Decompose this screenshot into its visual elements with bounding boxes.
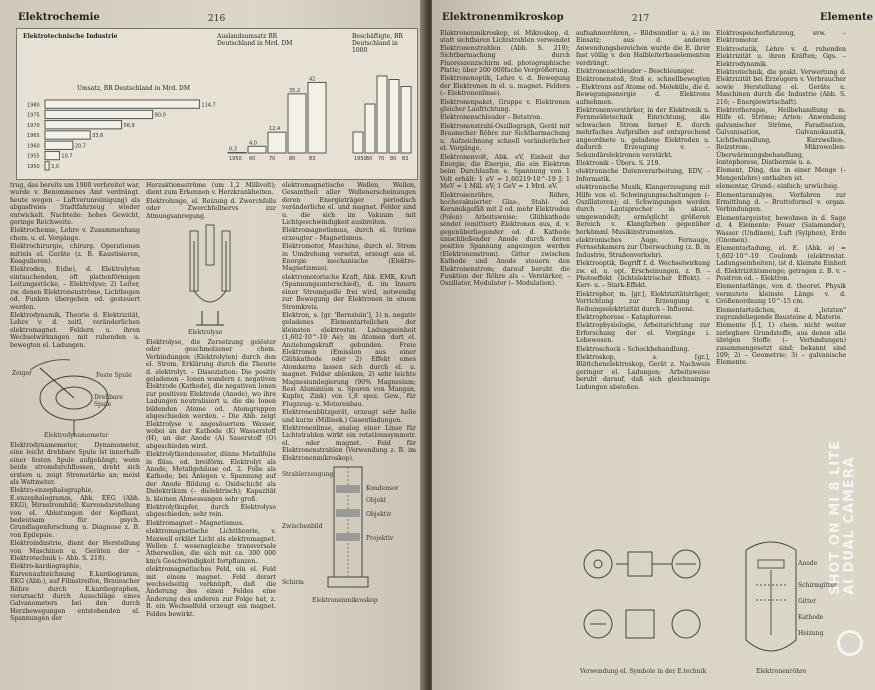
tick-label: 1970 (27, 122, 40, 129)
label-zeiger: Zeiger (12, 369, 32, 377)
entry: Elektrophorese – Kataphorese. (576, 314, 673, 322)
entry: Elektronenverstärker, in der Elektronik u. Fernmeldetechnik Einrichtung, die schwachen Strom ferner E. durch mehrfaches Aufprallen auf entsprechend angeordnete u. geladene Elektroden u. dadurch Erzeugung v. – Sekundärelektronen verstärkt. (576, 107, 710, 159)
electrolysis-figure (146, 221, 276, 339)
tick-label: 80 (390, 156, 397, 162)
electrolysis-caption: Elektrolyse (188, 329, 223, 337)
entry: Elementaranalyse, Verfahren zur Ermittlung d. – Bruttoformel v. organ. Verbindungen. (716, 191, 846, 214)
entry: Elektronenpaket, Gruppe v. Elektronen gleicher Laufrichtung. (440, 98, 570, 114)
entry: elektronische Musik, Klangerzeugung mit Hilfe von el. Schwingungsschaltungen (– Oszillatoren); el. Schwingungen werden durch Lautsprecher in akust. umgewandelt; ermöglicht größeren Bereich v. Klangfarben gegenüber herkömml. Musikinstrumenten. (576, 184, 710, 236)
entry: Elektronenmikroskop, el. Mikroskop, d. statt sichtbaren Lichtstrahlen verwendet Elektronenstrahlen (Abb. S. 219); Sichtbarmachung durch Fluoreszenzschirm od. photographische Platte; über 200 000fache Vergrößerung. (440, 30, 570, 75)
entry: Elektronenblitzgerät, erzeugt sehr helle und kurze (Millisek.) Gasentladungen. (282, 409, 416, 424)
entry: elementar, Grund-; einfach; urwüchsig. (716, 183, 840, 191)
entry: Elektrotechnik, die prakt. Verwertung d. Elektrizität bei Erzeugern v. Verbraucher sowie Herstellung el. Geräte u. Maschinen durch die Industrie (Abb. S. 216; – Energiewirtschaft). (716, 69, 846, 106)
tick-label: 1980 (27, 102, 40, 109)
chart-subtitle-right: Beschäftigte, BR Deutschland in 1000 (352, 33, 403, 54)
chart-subtitle-mid: Auslandsumsatz BR Deutschland in Mrd. DM (217, 33, 293, 47)
tick-label: 1955 (27, 153, 40, 160)
bar-70 (377, 76, 387, 153)
entry: Elektronenschleuder – Beschleuniger. (576, 68, 695, 76)
label-schirmgitter: Schirmgitter (798, 582, 837, 589)
tick-label: 80 (289, 156, 296, 162)
data-label: 42 (309, 76, 316, 83)
bar-1960 (45, 141, 73, 149)
entry: Elektrolyse, die Zersetzung gelöster oder geschmolzener chem. Verbindungen (Elektrolyten) durch den el. Strom. Erklärung durch die Theorie d. elektrolyt. – Dissoziation: Die positiv geladenen – Ionen wandern z. negativen Elektrode (Kathode), die negativen Ionen zur positiven Elektrode (Anode), wo ihre Ladungen neutralisiert u. die die Ionen bildenden Atome od. Atomgruppen abgeschieden werden. – Die Abb. zeigt Elektrolyse v. angesäuertem Wasser, wobei an der Kathode (K) Wasserstoff (H), an der Anode (A) Sauerstoff (O) abgeschieden wird. (146, 339, 276, 450)
entry: Elektrochemie, Lehre v. Zusammenhang chem. u. el. Vorgänge. (10, 227, 140, 242)
entry: Elektrophysiologie, Arbeitsrichtung zur Erforschung der el. Vorgänge i. Lebewesen. (576, 322, 710, 345)
label-schirm: Schirm (282, 579, 304, 587)
data-label: 10,7 (61, 153, 73, 160)
data-label: 4,0 (249, 140, 257, 147)
entry: Elektroskop, s. [gr.], Blättchenelektroskop, Gerät z. Nachweis geringer el. Ladungen; Arbeitsweise beruht darauf, daß sich gleichnamige Ladungen abstoßen. (576, 354, 710, 391)
label-objektiv: Objektiv (366, 511, 392, 519)
bar-80 (389, 80, 399, 154)
chart-title: Elektrotechnische Industrie (23, 33, 118, 40)
entry: Elementarteilchen, d. „letzten" zugrundeliegende Bausteine d. Materie. (716, 306, 846, 322)
dynamometer-caption: Elektrodynamometer (44, 431, 109, 439)
industry-chart (16, 28, 418, 180)
entry: Elektrodynamik, Theorie d. Elektrizität, Lehre v. d. zeitl. veränderlichen elektromagnet. Feldern u. ihren Wechselwirkungen mit ruhenden u. bewegten el. Ladungen. (10, 311, 140, 349)
bar-1970 (45, 121, 122, 129)
entry: Elektroschock – Schockbehandlung. (576, 345, 690, 353)
entry: elektromagnetische Wellen, Wellen, Gesamtheit aller Wellenerscheinungen deren Energieträger periodisch veränderliche el. und magnet. Felder sind u. die sich im Vakuum mit Lichtgeschwindigkeit ausbreiten. (282, 182, 416, 227)
electrolysis-drawing (146, 221, 274, 339)
tick-label: 1975 (27, 112, 40, 119)
entry: Elektrooptik, Begriff f. d. Wechselwirkung zw. el. u. opt. Erscheinungen, z. B. – Photoeffekt (lichtelektrischer Effekt). – Kerr- u. – Stark-Effekt. (576, 260, 710, 290)
label-projektiv: Projektiv (366, 535, 394, 543)
entry: Elektronenröhre, Röhre, hochevakuierter Glas-, Stahl- od. Keramikgefäß mit 2 od. mehr Elektroden (Polen) Arbeitsweise: Glühkathode sendet (emittiert) Elektronen aus, d. v. gegenüberliegender od. d. Kathode umschließender Anode durch deren positive Spannung angezogen werden (Elektronenstrom). Gitter zwischen Kathode und Anode steuern den Elektronenstrom; darauf beruht die Funktion der Röhre als – Verstärker, – Oszillator, Modulator (– Modulation). (440, 191, 570, 288)
label-objekt: Objekt (366, 497, 387, 505)
tick-label: 1950 (229, 156, 242, 162)
entry: Elemente [l.], 1) chem. nicht weiter zerlegbare Grundstoffe, aus denen alle übrigen Stoffe (– Verbindungen) zusammengesetzt sind; bekannt sind 109; 2) – Geometrie; 3) – galvanische Elemente. (716, 322, 846, 367)
entry: Elektroden, E(die), d. Elektrolyten eintauchenden, oft plattenförmigen Leitungsstücke, – Elektrolyse; 2) Leiter, zw. denen Elektronenströme, Lichtbogen od. Funken übergehen od. gesteuert werden. (10, 266, 140, 311)
watermark-line1: SHOT ON MI 8 LITE (828, 440, 843, 595)
label-gitter: Gitter (798, 598, 816, 605)
entry: Elektrotherapie, Heilbehandlung m. Hilfe el. Ströme; Arten: Anwendung galvanischer Ströme, Faradisation, Galvanisation, Galvanokaustik, Lichtbehandlung, Kurzwellen-, Reizstrom-, Mikrowellen- Überwärmungsbehandlung, Iontophorese, Diathermie u. a. (716, 107, 846, 166)
label-anode: Anode (798, 560, 818, 567)
tube-caption: Elektronenröhre (756, 668, 807, 675)
data-label: 0,3 (229, 146, 237, 153)
left-running-header: Elektrochemie (18, 12, 100, 23)
entry: Element, Ding, das in einer Menge (– Mengenlehre) enthalten ist. (716, 167, 846, 182)
entry: Elektrolytkondensator, dünne Metallfolie in flüss. od. breiförm. Elektrolyt als Anode, Metallgehäuse od. 2. Folie als Kathode; bei Anlegen v. Spannung auf der Anode Bildung e. Oxidschicht als Dielektrikum (– dielektrisch); Kapazität b. kleinen Abmessungen sehr groß. (146, 451, 276, 503)
label-kondensor: Kondensor (366, 485, 399, 493)
entry: Elektronenlinse, analog einer Linse für Lichtstrahlen wirkt ein rotationssymmetr. el. oder magnet. Feld für Elektronenstrahlen (Verwendung z. B. im Elektronenmikroskop). (282, 425, 416, 462)
bar-70 (268, 132, 286, 153)
entry: Elementarlänge, von d. theoret. Physik vermutete kleinste Länge v. d. Größenordnung 10^-15 cm. (716, 283, 846, 306)
watermark-ring-icon (837, 630, 863, 656)
data-label: 33,6 (92, 133, 104, 140)
tick-label: 1965 (27, 133, 40, 140)
label-feste-spule: Feste Spule (96, 371, 132, 379)
entry: Elektrostatik, Lehre v. d. ruhenden Elektrizität u. ihren Kräften; Ggs. – Elektrodynamik. (716, 45, 846, 68)
right-col-2 (576, 30, 710, 530)
bar-83 (308, 82, 326, 153)
microscope-figure (282, 463, 416, 613)
left-col-3 (282, 182, 416, 682)
entry: Elektrospeicherfahrzeug, svw. – Elektromotor. (716, 30, 846, 45)
right-running-header-left: Elektronenmikroskop (442, 12, 564, 23)
entry: Elektrodynamometer, Dynamometer, eine leicht drehbare Spule ist innerhalb einer festen Spule aufgehängt; wenn beide stromdurchflossen, dreht sich erstere u. zeigt Stromstärke an; meist als Wattmeter. (10, 441, 140, 486)
data-label: 3,0 (51, 164, 59, 170)
entry: Elektronenschleuder – Betatron. (440, 114, 543, 122)
entry: Elektronenstrahl-Oszillograph, Gerät mit Braunscher Röhre zur Sichtbarmachung u. Aufzeichnung schnell veränderlicher el. Vorgänge. (440, 122, 570, 153)
microscope-caption: Elektronenmikroskop (312, 597, 378, 605)
data-label: 80,0 (154, 112, 166, 119)
bar-1965 (45, 131, 90, 139)
bar-1950 (228, 152, 246, 153)
tick-label: 83 (309, 156, 316, 162)
camera-watermark (829, 440, 857, 595)
entry: Elektro-enzephalographie, E.enzephalogramm, Abk. EEG (Abh. EKG), Hirnstrombild; Kurvendarstellung von el. Ableitungen der Kopfhaut, bedeutsam für psych. Grundlagenforschung u. Diagnose z. B. von Epilepsie. (10, 487, 140, 539)
bar-1955 (45, 151, 59, 159)
right-col-1 (440, 30, 570, 682)
tick-label: 1950 (27, 164, 40, 170)
entry: Elektromagnetismus, durch el. Ströme erzeugter – Magnetismus. (282, 227, 416, 242)
entry: aufnahmeröhren, – Bildwandler u. a.) im Einsatz; aus d. anderen Anwendungsbereichen wurde die E. ihrer fast völlig v. den Halbleiterbauelementen verdrängt. (576, 30, 710, 67)
entry: Elektronenoptik, Lehre v. d. Bewegung der Elektronen in el. u. magnet. Feldern (– Elektronenlinse). (440, 75, 570, 98)
label-drehbare-spule: Drehbare Spule (94, 393, 123, 409)
entry: elektronisches Auge, Fernauge, Fernsehkamera zur Überwachung (z. B. in Industrie, Straßenverkehr). (576, 236, 710, 259)
entry: Elektrolytkupfer, durch Elektrolyse abgeschieden; sehr rein. (146, 503, 276, 519)
tick-label: 83 (402, 156, 409, 162)
left-col-2 (146, 182, 276, 682)
entry: Elektronik – Übers. S. 219. (576, 159, 661, 167)
entry: Elektro-kardiographie, Kurvenaufzeichnung E.kardiogramm, EKG (Abb.), auf Filmstreifen, Braunscher Röhre durch E.kardiographen, verursacht durch Ausschläge eines Galvanometers bei den durch Herzbewegungen entstehenden el. Spannungen der (10, 563, 140, 623)
bar-60 (365, 104, 375, 153)
chart-canvas (17, 29, 417, 179)
left-page (0, 0, 425, 690)
data-label: 20,7 (74, 143, 87, 150)
watermark-line2: AI DUAL CAMERA (842, 456, 857, 595)
bar-80 (288, 94, 306, 153)
chart-subtitle-left: Umsatz, BR Deutschland in Mrd. DM (77, 85, 190, 92)
entry: elektromagnetisches Feld, ein el. Feld mit einem magnet. Feld derart wechselseitig verknüpft, daß die Änderung des einen Feldes eine Änderung des anderen zur Folge hat, z. B. ein Wechselfeld erzeugt ein magnet. Feldes bewirkt. (146, 566, 276, 618)
tick-label: 70 (378, 156, 385, 162)
symbols-caption: Verwendung el. Symbole in der E.technik (580, 668, 707, 675)
data-label: 114,7 (201, 102, 216, 109)
entry: trug, das bereits um 1900 verbreitet war, wurde v. Benommenes Amt verdrängt. heute wegen – Luftverunreinigung) als abgasfreies Stadtfahrzeug wieder entwickelt. Nachteile: hohes Gewicht, geringe Reichweite. (10, 182, 140, 227)
entry: Elektrochirurgie, chirurg. Operationen mittels el. Geräte (z. B. Kaustisieren, Koagulieren). (10, 243, 140, 266)
data-label: 35,2 (289, 87, 301, 94)
symbols-drawing (576, 540, 726, 670)
bar-1975 (45, 110, 153, 118)
right-page (432, 0, 875, 690)
entry: Elektromotor, Maschine, durch el. Strom in Umdrehung versetzt, erzeugt aus el. Energie mechanische (Elektro-Magnetismus). (282, 243, 416, 273)
entry: Elektronenvolt, Abk. eV, Einheit der Energie; die Energie, die ein Elektron beim Durchlaufen e. Spannung von 1 Volt erhält: 1 eV = 1,60219·10^-19 J; 1 MeV = 1 Mill. eV; 1 GeV = 1 Mrd. eV. (440, 153, 570, 191)
label-zwischenbild: Zwischenbild (282, 523, 323, 531)
entry: Elementargeister, bewohnen in d. Sage d. 4 Elemente: Feuer (Salamander), Wasser (Undinen), Luft (Sylphen), Erde (Gnomen). (716, 214, 846, 244)
entry: Elektroindustrie, dient der Herstellung von Maschinen u. Geräten der – Elektrotechnik (– Abb. S. 218). (10, 540, 140, 563)
entry: Elektromagnet – Magnetismus. (146, 519, 245, 527)
entry: elektronische Datenverarbeitung, EDV, – Informatik. (576, 168, 710, 183)
tick-label: 1960 (27, 143, 40, 150)
bar-60 (248, 146, 266, 153)
dynamometer-figure (10, 350, 140, 442)
entry: elektromagnetische Lichttheorie, v. Maxwell erklärt Licht als elektromagnet. Wellen f. wesensgleiche transversale Ätherwellen, die sich mit ca. 300 000 km/s Geschwindigkeit fortpflanzen. (146, 528, 276, 565)
right-running-header-right: Elemente (820, 12, 873, 23)
tick-label: 70 (269, 156, 276, 162)
bar-1980 (45, 100, 199, 108)
label-heizung: Heizung (798, 630, 824, 637)
tick-label: 60 (366, 156, 373, 162)
tube-figure (716, 540, 837, 680)
entry: Elektrophor, m. [gr.], Elektrizitätsträger, Vorrichtung zur Erzeugung v. Reibungselektrizität durch – Influenz. (576, 290, 710, 313)
right-page-number: 217 (632, 14, 650, 24)
label-strahlerzeugung: Strahlerzeugung (282, 471, 334, 479)
entry: Herzaktionsströme (um 1,2 Millivolt); dient zum Erkennen v. Herzkrankheiten. (146, 182, 276, 197)
entry: Elektron, s. [gr. 'Bernstein'], 1) n. negativ geladenes Elementarteilchen der kleinsten elektrostat. Ladungseinheit (1,602·10^-19 As); im Atomen dort el. Anziehungskraft gebunden. Freie Elektronen (Emission aus einer Glühkathode oder 2) Effekt eines Atomkerns lassen sich durch el. u. magnet. Felder ablenken; 2) sehr leichte Magnesiumlegierung (90% Magnesium; Rest Aluminium u. Spuren von Mangan, Kupfer, Zink) von 1,8 spez. Gew., für Flugzeug- u. Motorenbau. (282, 311, 416, 408)
right-col-3 (716, 30, 846, 530)
bar-1950 (353, 132, 363, 153)
left-col-1 (10, 182, 140, 682)
bar-1950 (45, 162, 49, 170)
entry: Elementarladung, el. E. (Abk. e) = 1,602·10^-19 Coulomb (elektrostat. Ladungseinheiten), ist d. kleinste Einheit d. Elektrizitätsmenge; getragen z. B. v. – Positron od. – Elektron. (716, 245, 846, 282)
entry: elektromotorische Kraft, Abk. EMK, Kraft (Spannungsunterschied), d. im Innern einer Stromquelle frei wird, notwendig zur Bewegung der Elektronen in einem Stromkreis. (282, 273, 416, 311)
entry: Elektronenstoß, Stoß e. schnellbewegten – Elektrons auf Atome od. Moleküle, die d. Bewegungsenergie d. Elektrons aufnehmen. (576, 76, 710, 106)
data-label: 12,4 (269, 126, 281, 133)
left-page-number: 216 (208, 14, 226, 24)
data-label: 56,9 (123, 122, 135, 129)
label-kathode: Kathode (798, 614, 824, 621)
entry: Elektrolunge, el. Reizung d. Zwerchfells oder Zwerchfellnervs zur Atmungsanregung. (146, 197, 276, 220)
tick-label: 60 (249, 156, 256, 162)
bar-83 (401, 87, 411, 154)
symbols-figure (576, 540, 726, 680)
tick-label: 1950 (354, 156, 367, 162)
